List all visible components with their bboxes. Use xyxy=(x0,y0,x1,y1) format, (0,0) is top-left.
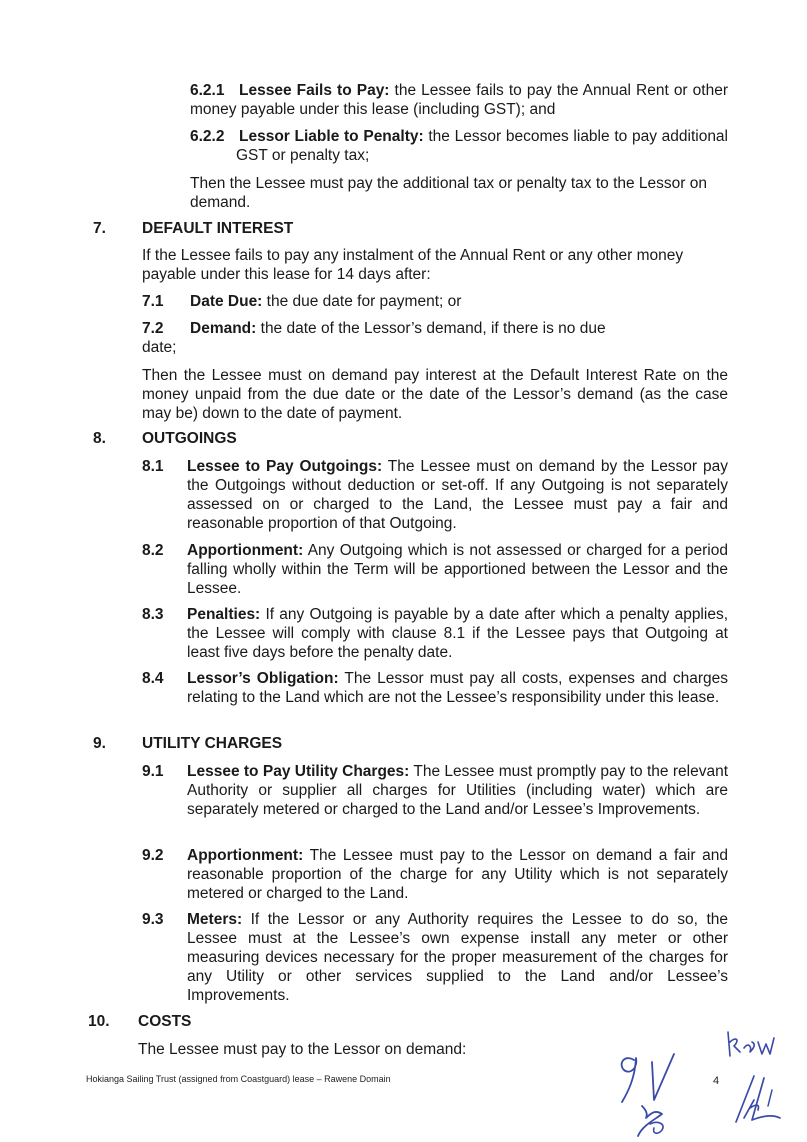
clause-heading: Date Due: xyxy=(190,293,263,310)
clause-number: 8.3 xyxy=(142,606,164,623)
clause-number: 9.3 xyxy=(142,911,164,928)
clause-10-intro: The Lessee must pay to the Lessor on demand: xyxy=(138,1041,467,1058)
clause-8-1-text xyxy=(187,457,728,533)
page-number: 4 xyxy=(713,1075,720,1087)
clause-number: 7.1 xyxy=(142,293,164,310)
clause-heading: Demand: xyxy=(190,320,257,337)
clause-9-3-text xyxy=(187,910,728,1005)
clause-heading: Lessor’s Obligation: xyxy=(187,670,339,687)
clause-body: the Lessee fails to pay the Annual Rent or other money payable under this lease (including GST); and xyxy=(190,82,728,118)
clause-heading: Lessee Fails to Pay: xyxy=(239,82,390,99)
handwritten-initials-signature xyxy=(722,1028,780,1068)
clause-6-2-2-text xyxy=(236,127,728,165)
clause-body: If any Outgoing is payable by a date after which a penalty applies, the Lessee will comply with clause 8.1 if the Lessee pays that Outgoing at least five days before the penalty date. xyxy=(187,606,728,661)
clause-body: the Lessor becomes liable to pay additional GST or penalty tax; xyxy=(236,128,728,164)
clause-heading: Penalties: xyxy=(187,606,261,623)
section-number: 10. xyxy=(88,1013,110,1030)
section-number: 9. xyxy=(93,735,106,752)
clause-heading: Lessor Liable to Penalty: xyxy=(239,128,424,145)
clause-number: 9.2 xyxy=(142,847,164,864)
footer-text: Hokianga Sailing Trust (assigned from Coastguard) lease – Rawene Domain xyxy=(86,1074,391,1084)
clause-8-2-text xyxy=(187,541,728,598)
clause-9-1-text xyxy=(187,762,728,819)
clause-body: the due date for payment; or xyxy=(262,293,462,310)
clause-heading: Lessee to Pay Outgoings: xyxy=(187,458,383,475)
clause-7-intro: If the Lessee fails to pay any instalment of the Annual Rent or any other money payable under this lease for 14 days after: xyxy=(142,247,684,283)
clause-7-2-text xyxy=(190,319,606,338)
clause-body: If the Lessor or any Authority requires the Lessee to do so, the Lessee must at the Lessee’s own expense install any meter or other measuring devices necessary for the proper measurement of the charges for any Utility or other services supplied to the Land and/or Lessee’s Improvements. xyxy=(187,911,728,1004)
clause-number: 8.2 xyxy=(142,542,164,559)
clause-number: 6.2.1 xyxy=(190,82,225,99)
clause-number: 8.1 xyxy=(142,458,164,475)
section-number: 8. xyxy=(93,430,106,447)
section-title: DEFAULT INTEREST xyxy=(142,220,294,237)
clause-6-2-1-text xyxy=(190,81,728,119)
clause-8-3-text xyxy=(187,605,728,662)
clause-number: 7.2 xyxy=(142,320,164,337)
clause-number: 8.4 xyxy=(142,670,164,687)
clause-body: The Lessee must pay to the Lessor on demand a fair and reasonable proportion of the charge for any Utility which is not separately metered or charged to the Land. xyxy=(187,847,728,902)
handwritten-initials-signature xyxy=(728,1070,788,1132)
section-title: COSTS xyxy=(138,1013,192,1030)
handwritten-initials-signature xyxy=(612,1040,692,1140)
clause-9-2-text xyxy=(187,846,728,903)
clause-body: Any Outgoing which is not assessed or charged for a period falling wholly within the Term will be apportioned between the Lessor and the Lessee. xyxy=(187,542,728,597)
clause-7-1-text xyxy=(190,292,461,311)
clause-body: The Lessee must promptly pay to the relevant Authority or supplier all charges for Utilities (including water) which are separately metered or charged to the Land and/or Lessee’s Improvements. xyxy=(187,763,729,818)
clause-body: The Lessee must on demand by the Lessor pay the Outgoings without deduction or set-off. If any Outgoing is not separately assessed on or charged to the Land, the Lessee must pay a fair and reasonable proportion of that Outgoing. xyxy=(187,458,728,532)
clause-heading: Apportionment: xyxy=(187,847,304,864)
clause-number: 6.2.2 xyxy=(190,128,225,145)
clause-body: The Lessor must pay all costs, expenses and charges relating to the Land which are not the Lessee’s responsibility under this lease. xyxy=(187,670,728,706)
clause-number: 9.1 xyxy=(142,763,164,780)
section-number: 7. xyxy=(93,220,106,237)
clause-heading: Meters: xyxy=(187,911,243,928)
clause-6-then-paragraph: Then the Lessee must pay the additional tax or penalty tax to the Lessor on demand. xyxy=(190,175,707,211)
clause-heading: Apportionment: xyxy=(187,542,304,559)
section-title: OUTGOINGS xyxy=(142,430,237,447)
clause-7-2-continuation: date; xyxy=(142,339,177,356)
clause-8-4-text xyxy=(187,669,728,707)
clause-heading: Lessee to Pay Utility Charges: xyxy=(187,763,410,780)
clause-7-then-paragraph: Then the Lessee must on demand pay interest at the Default Interest Rate on the money unpaid from the due date or the date of the Lessor’s demand (as the case may be) down to the date of payment. xyxy=(142,367,728,422)
section-title: UTILITY CHARGES xyxy=(142,735,283,752)
clause-body: the date of the Lessor’s demand, if there is no due xyxy=(256,320,606,337)
